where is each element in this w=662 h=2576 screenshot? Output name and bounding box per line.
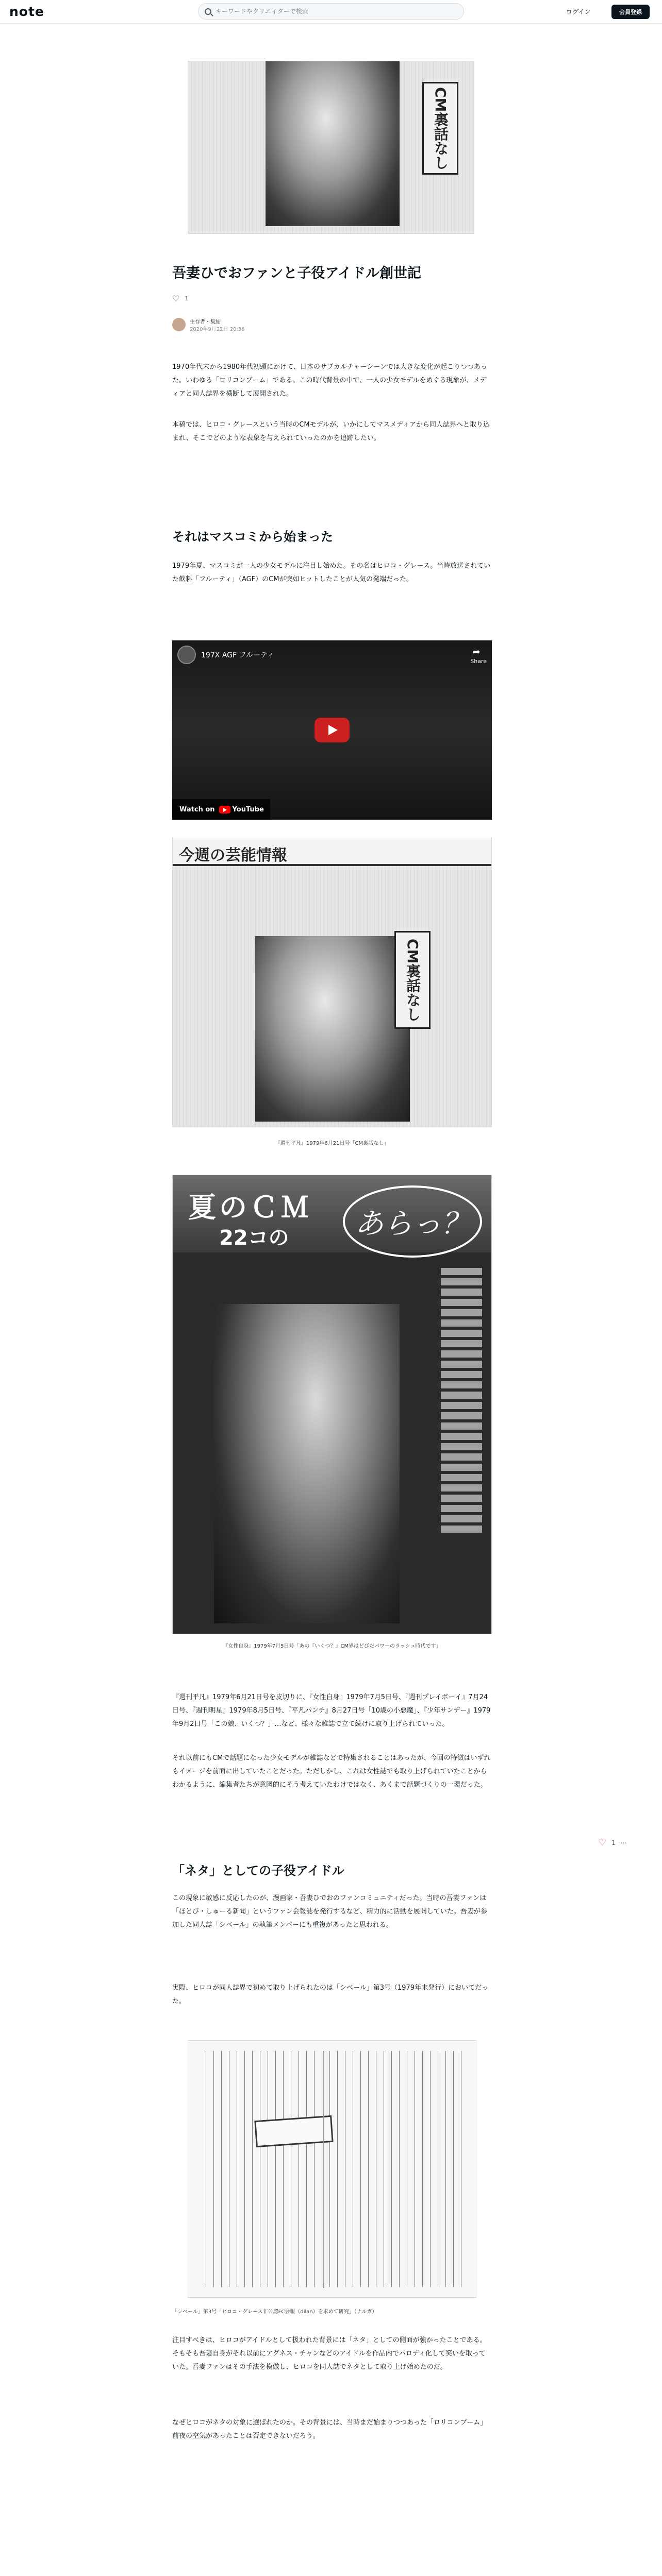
- note-logo[interactable]: note: [9, 4, 44, 19]
- post-date: 2020年9月22日 20:36: [190, 327, 245, 332]
- cm-label: CM裏話なし: [422, 82, 458, 175]
- play-button[interactable]: [315, 718, 350, 742]
- share-label[interactable]: Share: [470, 658, 487, 665]
- like-heart-icon[interactable]: ♡: [598, 1837, 607, 1848]
- float-like-count: 1: [611, 1839, 616, 1846]
- arattsu-label: あらっ？: [343, 1185, 482, 1258]
- login-link[interactable]: ログイン: [566, 8, 591, 15]
- caption-josei-jishin: 『女性自身』1979年7月5日号「あの『いくつ？』CM界はどびだパワーのラッシュ時代です」: [223, 1643, 441, 1649]
- site-header: [0, 0, 662, 24]
- section2-paragraph-4: なぜヒロコがネタの対象に選ばれたのか。その背景には、当時まだ始まりつつあった「ロリコンブーム」前夜の空気があったことは否定できないだろう。: [172, 2419, 487, 2440]
- article-title: 吾妻ひでおファンと子役アイドル創世記: [172, 265, 422, 281]
- fanzine-scan-sibell: [188, 2040, 476, 2298]
- summer-cm-title: 夏のＣＭ: [188, 1191, 312, 1224]
- caption-heibon: 『週刊平凡』1979年6月21日号「CM裏話なし」: [275, 1141, 389, 1146]
- like-row: [172, 294, 188, 303]
- youtube-embed[interactable]: [172, 640, 492, 820]
- heart-icon[interactable]: ♡: [172, 294, 180, 303]
- hero-magazine-scan: [188, 61, 474, 234]
- intro-paragraph-2: 本稿では、ヒロコ・グレースという当時のCMモデルが、いかにしてマスメディアから同人誌界へと取り込まれ、そこでどのような表象を与えられていったのかを追跡したい。: [172, 421, 490, 442]
- summer-cm-sub: 22コの: [219, 1226, 289, 1250]
- video-title[interactable]: 197X AGF フルーティ: [201, 651, 274, 659]
- magazine-scan-josei-jishin: [172, 1175, 492, 1634]
- channel-avatar: [177, 646, 196, 664]
- intro-paragraph-1: 1970年代末から1980年代初頭にかけて、日本のサブカルチャーシーンでは大きな変化が起こりつつあった。いわゆる「ロリコンブーム」である。この時代背景の中で、一人の少女モデルをめぐる現象が、メディアと同人誌界を横断して展開された。: [172, 363, 487, 398]
- search-input[interactable]: [216, 8, 458, 15]
- section1-paragraph-3: それ以前にもCMで話題になった少女モデルが雑誌などで特集されることはあったが、今回の特徴はいずれもイメージを前面に出していたことだった。ただしかし、これは女性誌でも取り上げられていたことからわかるように、編集者たちが意図的にそう考えていたわけではなく、あくまで話題づくりの一環だった。: [172, 1754, 491, 1789]
- author-name[interactable]: 生存者・集結: [190, 319, 221, 325]
- signup-button[interactable]: 会員登録: [611, 5, 650, 19]
- magazine-header: 今週の芸能情報: [173, 838, 492, 866]
- section1-paragraph-2: 『週刊平凡』1979年6月21日号を皮切りに、『女性自身』1979年7月5日号、『週刊プレイボーイ』7月24日号、『週刊明星』1979年8月5日号、『平凡パンチ』8月27日号「10歳の小悪魔」、『少年サンデー』1979年9月2日号「この娘、いくつ？」…など、様々な雑誌で立て続けに取り上げられていった。: [172, 1693, 491, 1728]
- section1-heading: それはマスコミから始まった: [172, 530, 333, 544]
- search-icon: [205, 8, 211, 15]
- section2-heading: 「ネタ」としての子役アイドル: [172, 1863, 344, 1878]
- like-count: 1: [185, 295, 189, 302]
- watch-on-youtube[interactable]: Watch on YouTube: [172, 799, 270, 820]
- section2-paragraph-3: 注目すべきは、ヒロコがアイドルとして扱われた背景には「ネタ」としての側面が強かったことである。 そもそも吾妻自身がそれ以前にアグネス・チャンなどのアイドルを作品内でパロディ化して笑いを取っていた。吾妻ファンはその手法を模倣し、ヒロコを同人誌でネタとして取り上げ始めたのだ。: [172, 2336, 487, 2371]
- menu-icon[interactable]: ⋯: [620, 1839, 627, 1846]
- search-box[interactable]: [198, 3, 464, 20]
- author-avatar[interactable]: [172, 318, 186, 331]
- magazine-scan-heibon: [172, 838, 492, 1127]
- section1-paragraph-1: 1979年夏、マスコミが一人の少女モデルに注目し始めた。その名はヒロコ・グレース。当時放送されていた飲料「フルーティ」（AGF）のCMが突如ヒットしたことが人気の発端だった。: [172, 562, 491, 583]
- section2-paragraph-2: 実際、ヒロコが同人誌界で初めて取り上げられたのは「シベール」第3号（1979年末発行）においてだった。: [172, 1984, 489, 2005]
- floating-actions: [598, 1837, 627, 1848]
- section2-paragraph-1: この現象に敏感に反応したのが、漫画家・吾妻ひでおのファンコミュニティだった。当時の吾妻ファンは「ほとぴ・しゅーる新聞」というファン会報誌を発行するなど、精力的に活動を展開していた。吾妻が参加した同人誌「シベール」の執筆メンバーにも重複があったと思われる。: [172, 1894, 487, 1929]
- cm-label-2: CM裏話なし: [394, 931, 431, 1029]
- youtube-icon: [219, 806, 230, 814]
- share-icon[interactable]: ➦: [472, 647, 481, 657]
- caption-sibell: 「シベール」第3号「ヒロコ・グレース非公認FC会報（dilan）を求めて研究」（ナルガ）: [172, 2309, 377, 2315]
